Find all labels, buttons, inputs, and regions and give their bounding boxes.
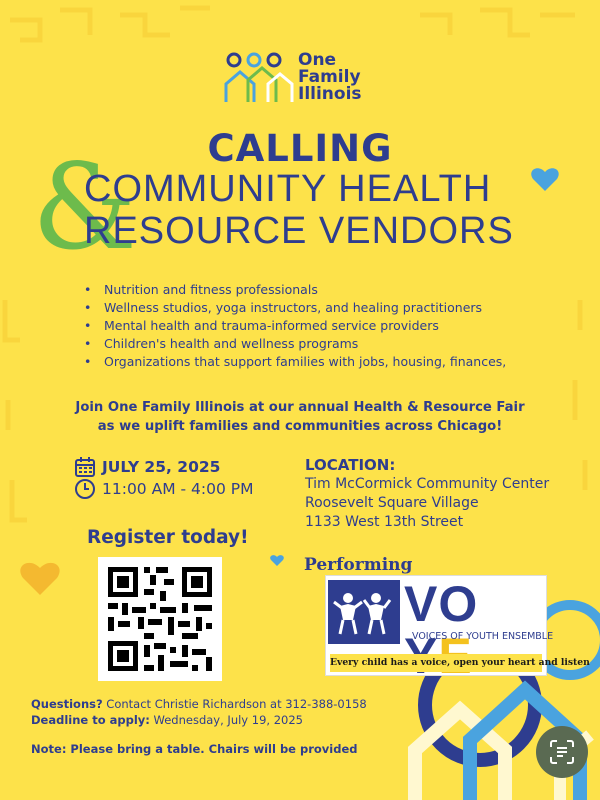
performing-label: Performing — [304, 555, 413, 575]
location-block — [305, 456, 549, 532]
location-line1: Tim McCormick Community Center — [305, 476, 550, 492]
voye-tagline: Every child has a voice, open your heart and listen — [330, 654, 542, 672]
qr-code-graphic — [98, 557, 222, 681]
questions-text: Contact Christie Richardson at 312-388-0158 — [102, 697, 367, 711]
join-line2: as we uplift families and communities across Chicago! — [97, 419, 503, 434]
calling-heading: CALLING — [207, 127, 393, 170]
questions-line — [31, 696, 367, 712]
list-item: • Wellness studios, yoga instructors, and healing practitioners — [84, 299, 506, 317]
heart-icon — [531, 168, 558, 191]
register-heading: Register today! — [87, 527, 249, 548]
location-line3: 1133 West 13th Street — [305, 514, 464, 530]
voye-subtitle: VOICES OF YOUTH ENSEMBLE — [412, 631, 554, 642]
logo-text — [298, 52, 362, 103]
voye-letters-oy: O — [438, 576, 479, 632]
join-message — [0, 398, 600, 436]
list-item: • Mental health and trauma-informed service providers — [84, 317, 506, 335]
event-time-row — [74, 478, 253, 500]
event-time: 11:00 AM - 4:00 PM — [102, 480, 254, 498]
note-text: Note: Please bring a table. Chairs will be provided — [31, 742, 358, 756]
logo-line3: Illinois — [298, 84, 362, 104]
deadline-label: Deadline to apply: — [31, 713, 150, 727]
location-line2: Roosevelt Square Village — [305, 495, 479, 511]
deadline-text: Wednesday, July 19, 2025 — [149, 713, 303, 727]
headline-line2: RESOURCE VENDORS — [84, 210, 514, 252]
ampersand-graphic: & — [32, 138, 138, 276]
event-date: JULY 25, 2025 — [102, 458, 221, 476]
main-headline — [84, 168, 514, 252]
location-label: LOCATION: — [305, 456, 396, 474]
questions-label: Questions? — [31, 697, 103, 711]
voye-letter-v: V — [404, 576, 439, 632]
contact-info — [31, 696, 367, 728]
deadline-line — [31, 712, 367, 728]
clock-icon — [74, 478, 96, 500]
heart-icon — [20, 563, 59, 595]
event-date-row — [74, 456, 220, 478]
voye-logo — [325, 575, 590, 676]
logo-line2: Family — [298, 67, 361, 87]
qr-code[interactable] — [98, 557, 222, 681]
heart-icon — [270, 555, 284, 566]
vendor-type-list — [84, 281, 506, 371]
scan-text-button[interactable] — [536, 726, 588, 778]
list-item: • Organizations that support families with jobs, housing, finances, — [84, 353, 506, 371]
list-item: • Children's health and wellness programs — [84, 335, 506, 353]
logo-line1: One — [298, 50, 337, 70]
list-item: • Nutrition and fitness professionals — [84, 281, 506, 299]
calendar-icon — [74, 456, 96, 478]
headline-line1: COMMUNITY HEALTH — [84, 168, 492, 210]
scan-text-icon — [548, 738, 576, 766]
voye-kids-graphic — [328, 580, 400, 644]
join-line1: Join One Family Illinois at our annual Health & Resource Fair — [75, 400, 525, 415]
